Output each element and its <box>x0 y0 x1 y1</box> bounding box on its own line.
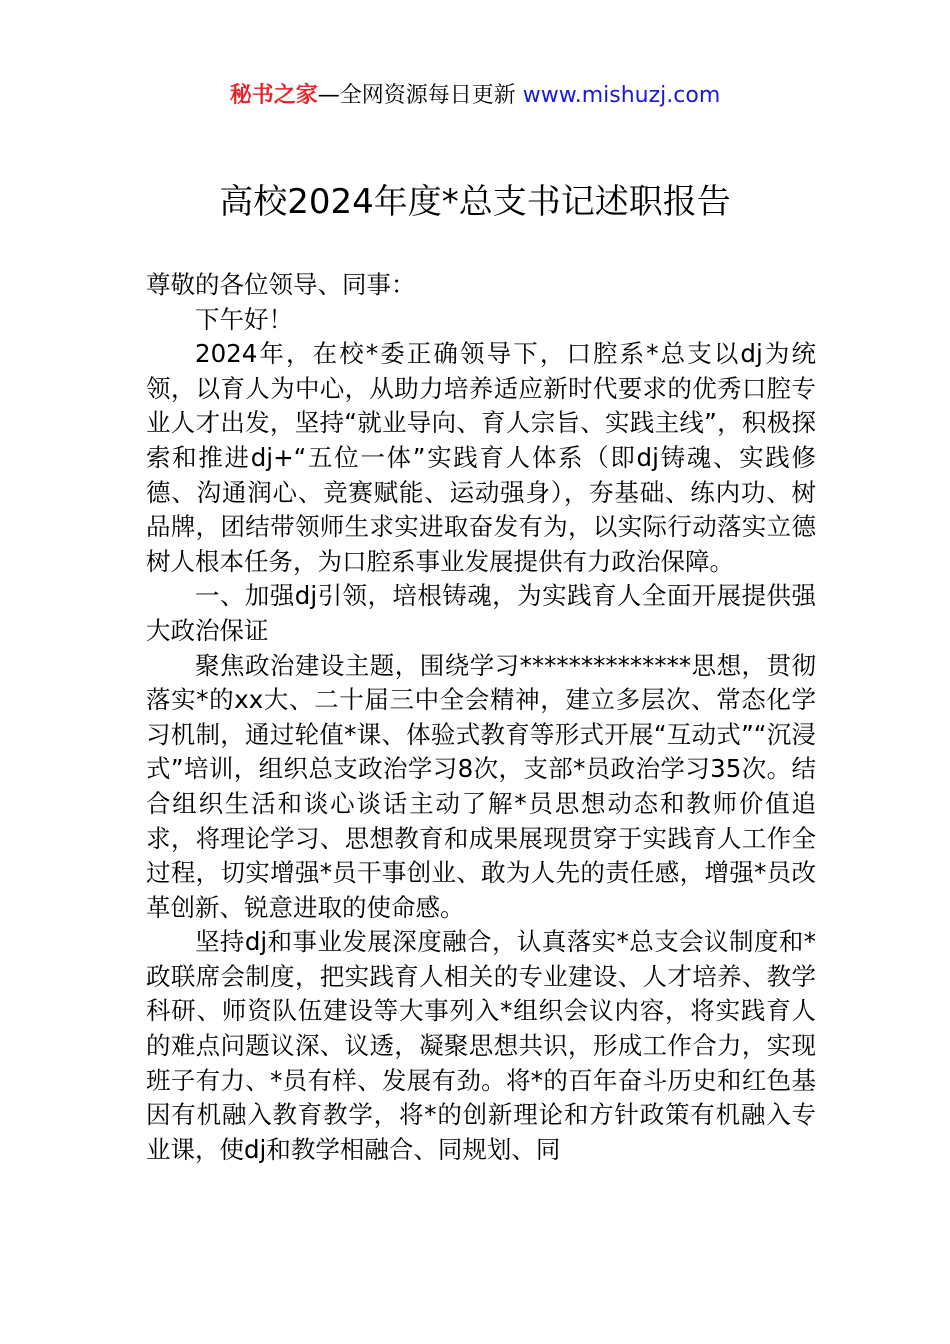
site-slogan: —全网资源每日更新 <box>317 83 516 108</box>
site-brand: 秘书之家 <box>229 83 318 108</box>
site-header <box>0 80 950 112</box>
paragraph-political-study: 聚焦政治建设主题，围绕学习**************思想，贯彻落实*的xx大、二十届三中全会精神，建立多层次、常态化学习机制，通过轮值*课、体验式教育等形式开展“互动式”“沉浸式”培训，组织总支政治学习8次，支部*员政治学习35次。结合组织生活和谈心谈话主动了解*员思想动态和教师价值追求，将理论学习、思想教育和成果展现贯穿于实践育人工作全过程，切实增强*员干事创业、敢为人先的责任感，增强*员改革创新、锐意进取的使命感。 <box>146 650 816 922</box>
document-title: 高校2024年度*总支书记述职报告 <box>219 182 731 222</box>
paragraph-integration: 坚持dj和事业发展深度融合，认真落实*总支会议制度和*政联席会制度，把实践育人相关的专业建设、人才培养、教学科研、师资队伍建设等大事列入*组织会议内容，将实践育人的难点问题议深、议透，凝聚思想共识，形成工作合力，实现班子有力、*员有样、发展有劲。将*的百年奋斗历史和红色基因有机融入教育教学，将*的创新理论和方针政策有机融入专业课，使dj和教学相融合、同规划、同 <box>146 927 816 1164</box>
site-url-link[interactable]: www.mishuzj.com <box>522 83 721 108</box>
salutation: 尊敬的各位领导、同事： <box>146 270 416 299</box>
document-body <box>146 268 816 1167</box>
greeting: 下午好！ <box>195 304 293 334</box>
paragraph-intro: 2024年，在校*委正确领导下，口腔系*总支以dj为统领，以育人为中心，从助力培养适应新时代要求的优秀口腔专业人才出发，坚持“就业导向、育人宗旨、实践主线”，积极探索和推进dj+“五位一体”实践育人体系（即dj铸魂、实践修德、沟通润心、竞赛赋能、运动强身），夯基础、练内功、树品牌，团结带领师生求实进取奋发有为，以实际行动落实立德树人根本任务，为口腔系事业发展提供有力政治保障。 <box>146 339 816 576</box>
section-heading-1: 一、加强dj引领，培根铸魂，为实践育人全面开展提供强大政治保证 <box>146 581 816 645</box>
